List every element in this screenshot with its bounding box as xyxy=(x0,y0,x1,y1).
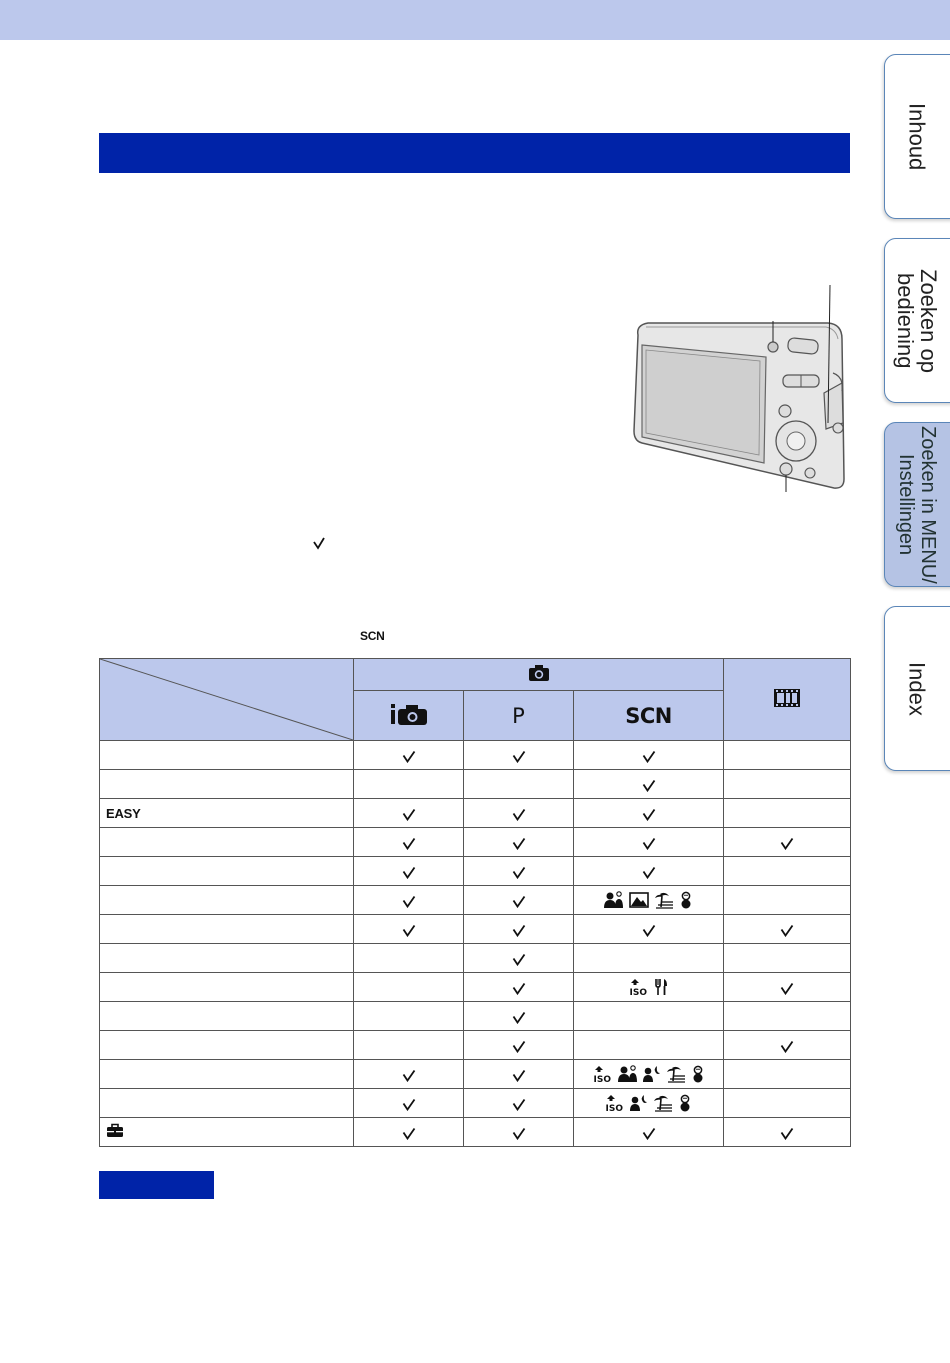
table-cell xyxy=(354,944,464,973)
check-mark-icon xyxy=(512,895,526,908)
table-row xyxy=(100,799,851,828)
table-cell xyxy=(354,1060,464,1089)
check-mark-icon xyxy=(780,1040,794,1053)
table-row xyxy=(100,944,851,973)
table-cell xyxy=(464,915,574,944)
row-label-cell xyxy=(100,857,354,886)
table-cell xyxy=(724,828,851,857)
check-mark-icon xyxy=(512,924,526,937)
row-label-cell xyxy=(100,1089,354,1118)
table-row xyxy=(100,741,851,770)
high-sensitivity-icon xyxy=(605,1094,625,1112)
still-camera-icon xyxy=(528,664,550,682)
toolbox-icon xyxy=(106,1123,124,1138)
snow-icon xyxy=(679,891,693,909)
table-cell xyxy=(724,1060,851,1089)
check-mark-icon xyxy=(512,1011,526,1024)
gourmet-icon xyxy=(654,978,668,996)
table-cell xyxy=(354,741,464,770)
table-row xyxy=(100,1031,851,1060)
row-label-cell xyxy=(100,1031,354,1060)
check-mark-icon xyxy=(402,866,416,879)
program-auto-label: P xyxy=(512,703,525,728)
intelligent-auto-header xyxy=(354,691,464,741)
high-sensitivity-icon xyxy=(629,978,649,996)
tab-index-label: Index xyxy=(904,661,930,716)
table-cell xyxy=(724,1089,851,1118)
table-cell xyxy=(464,886,574,915)
check-mark-icon xyxy=(512,837,526,850)
table-cell xyxy=(574,915,724,944)
table-cell xyxy=(724,741,851,770)
tab-search-menu-settings-label: Zoeken in MENU/ Instellingen xyxy=(895,425,939,584)
table-cell xyxy=(724,857,851,886)
check-mark-icon xyxy=(512,1040,526,1053)
row-label-cell xyxy=(100,1118,354,1147)
table-cell xyxy=(354,1031,464,1060)
intelligent-auto-icon xyxy=(389,702,429,726)
note-label-bar xyxy=(99,1171,214,1199)
check-mark-icon xyxy=(312,536,326,550)
tab-search-menu-settings[interactable] xyxy=(884,422,950,587)
tab-search-by-operation[interactable] xyxy=(884,238,950,403)
svg-text:ISO: ISO xyxy=(605,1104,623,1112)
scene-selection-label: SCN xyxy=(625,703,672,728)
table-cell xyxy=(354,770,464,799)
snow-icon xyxy=(691,1065,705,1083)
check-mark-icon xyxy=(512,1069,526,1082)
soft-snap-icon xyxy=(618,1065,638,1083)
table-cell xyxy=(574,741,724,770)
check-mark-icon xyxy=(780,982,794,995)
table-row xyxy=(100,770,851,799)
table-cell xyxy=(464,1118,574,1147)
check-mark-icon xyxy=(402,924,416,937)
table-cell xyxy=(574,973,724,1002)
table-cell xyxy=(354,799,464,828)
check-mark-icon xyxy=(512,982,526,995)
section-title-bar xyxy=(99,133,850,173)
table-cell xyxy=(724,799,851,828)
program-auto-header xyxy=(464,691,574,741)
table-cell xyxy=(574,828,724,857)
check-mark-icon xyxy=(642,808,656,821)
check-mark-icon xyxy=(402,895,416,908)
check-mark-icon xyxy=(780,1127,794,1140)
row-label-cell xyxy=(100,770,354,799)
table-cell xyxy=(464,741,574,770)
table-cell xyxy=(464,1089,574,1118)
table-row xyxy=(100,915,851,944)
table-row xyxy=(100,1089,851,1118)
row-label-cell xyxy=(100,1060,354,1089)
table-cell xyxy=(354,1089,464,1118)
table-cell xyxy=(354,1118,464,1147)
table-cell xyxy=(574,1002,724,1031)
table-cell xyxy=(724,944,851,973)
table-cell xyxy=(464,973,574,1002)
table-cell xyxy=(574,857,724,886)
scene-mode-icons xyxy=(593,1065,705,1083)
row-label-cell xyxy=(100,944,354,973)
table-row xyxy=(100,973,851,1002)
movie-mode-header xyxy=(724,659,851,741)
twilight-portrait-icon xyxy=(630,1094,648,1112)
scn-mode-note: SCN xyxy=(360,629,385,643)
soft-snap-icon xyxy=(604,891,624,909)
tab-contents-label: Inhoud xyxy=(904,102,930,171)
table-cell xyxy=(354,886,464,915)
table-cell xyxy=(574,886,724,915)
row-label-cell xyxy=(100,828,354,857)
table-cell xyxy=(724,915,851,944)
table-cell xyxy=(724,1031,851,1060)
table-cell xyxy=(724,1118,851,1147)
check-mark-icon xyxy=(512,808,526,821)
table-cell xyxy=(574,1031,724,1060)
table-cell xyxy=(354,857,464,886)
table-cell xyxy=(574,770,724,799)
table-cell xyxy=(724,770,851,799)
tab-search-by-operation-label: Zoeken op bediening xyxy=(893,268,941,373)
tab-contents[interactable] xyxy=(884,54,950,219)
table-cell xyxy=(464,799,574,828)
corner-header-cell xyxy=(100,659,354,741)
table-cell xyxy=(354,1002,464,1031)
top-header-bar xyxy=(0,0,950,40)
check-mark-icon xyxy=(642,866,656,879)
row-label-cell xyxy=(100,915,354,944)
beach-icon xyxy=(666,1065,686,1083)
scene-mode-icons xyxy=(629,978,668,996)
check-mark-icon xyxy=(402,837,416,850)
check-mark-icon xyxy=(402,808,416,821)
check-mark-icon xyxy=(642,837,656,850)
check-mark-icon xyxy=(642,924,656,937)
svg-text:ISO: ISO xyxy=(629,988,647,996)
table-cell xyxy=(724,1002,851,1031)
landscape-icon xyxy=(629,891,649,909)
table-row xyxy=(100,1118,851,1147)
high-sensitivity-icon xyxy=(593,1065,613,1083)
check-mark-icon xyxy=(402,1127,416,1140)
function-availability-table xyxy=(99,658,851,1147)
check-mark-icon xyxy=(642,779,656,792)
check-mark-icon xyxy=(402,1098,416,1111)
table-cell xyxy=(574,944,724,973)
table-cell xyxy=(574,799,724,828)
check-mark-icon xyxy=(780,924,794,937)
svg-text:ISO: ISO xyxy=(593,1075,611,1083)
table-cell xyxy=(464,857,574,886)
table-cell xyxy=(574,1060,724,1089)
check-mark-icon xyxy=(512,866,526,879)
table-row xyxy=(100,1002,851,1031)
table-cell xyxy=(464,770,574,799)
row-label-cell xyxy=(100,886,354,915)
table-row xyxy=(100,828,851,857)
table-cell xyxy=(724,886,851,915)
table-cell xyxy=(354,828,464,857)
beach-icon xyxy=(653,1094,673,1112)
table-cell xyxy=(574,1089,724,1118)
check-mark-icon xyxy=(512,1127,526,1140)
table-cell xyxy=(464,1060,574,1089)
scene-mode-icons xyxy=(605,1094,692,1112)
table-cell xyxy=(724,973,851,1002)
check-mark-icon xyxy=(402,1069,416,1082)
tab-index[interactable] xyxy=(884,606,950,771)
table-cell xyxy=(464,1002,574,1031)
row-label-cell xyxy=(100,973,354,1002)
twilight-portrait-icon xyxy=(643,1065,661,1083)
table-cell xyxy=(464,828,574,857)
row-label: EASY xyxy=(106,805,141,821)
row-label-cell xyxy=(100,741,354,770)
camera-illustration xyxy=(628,283,848,493)
snow-icon xyxy=(678,1094,692,1112)
table-cell xyxy=(464,1031,574,1060)
check-mark-icon xyxy=(512,1098,526,1111)
table-cell xyxy=(354,915,464,944)
scene-selection-header xyxy=(574,691,724,741)
table-cell xyxy=(354,973,464,1002)
table-row xyxy=(100,857,851,886)
check-mark-icon xyxy=(780,837,794,850)
check-mark-icon xyxy=(642,1127,656,1140)
still-mode-group-header xyxy=(354,659,724,691)
table-row xyxy=(100,886,851,915)
table-cell xyxy=(574,1118,724,1147)
table-row xyxy=(100,1060,851,1089)
check-mark-icon xyxy=(512,953,526,966)
check-mark-icon xyxy=(402,750,416,763)
scene-mode-icons xyxy=(604,891,693,909)
row-label-cell xyxy=(100,799,354,828)
movie-film-icon xyxy=(773,688,801,708)
check-mark-icon xyxy=(512,750,526,763)
check-mark-icon xyxy=(642,750,656,763)
table-cell xyxy=(464,944,574,973)
beach-icon xyxy=(654,891,674,909)
row-label-cell xyxy=(100,1002,354,1031)
